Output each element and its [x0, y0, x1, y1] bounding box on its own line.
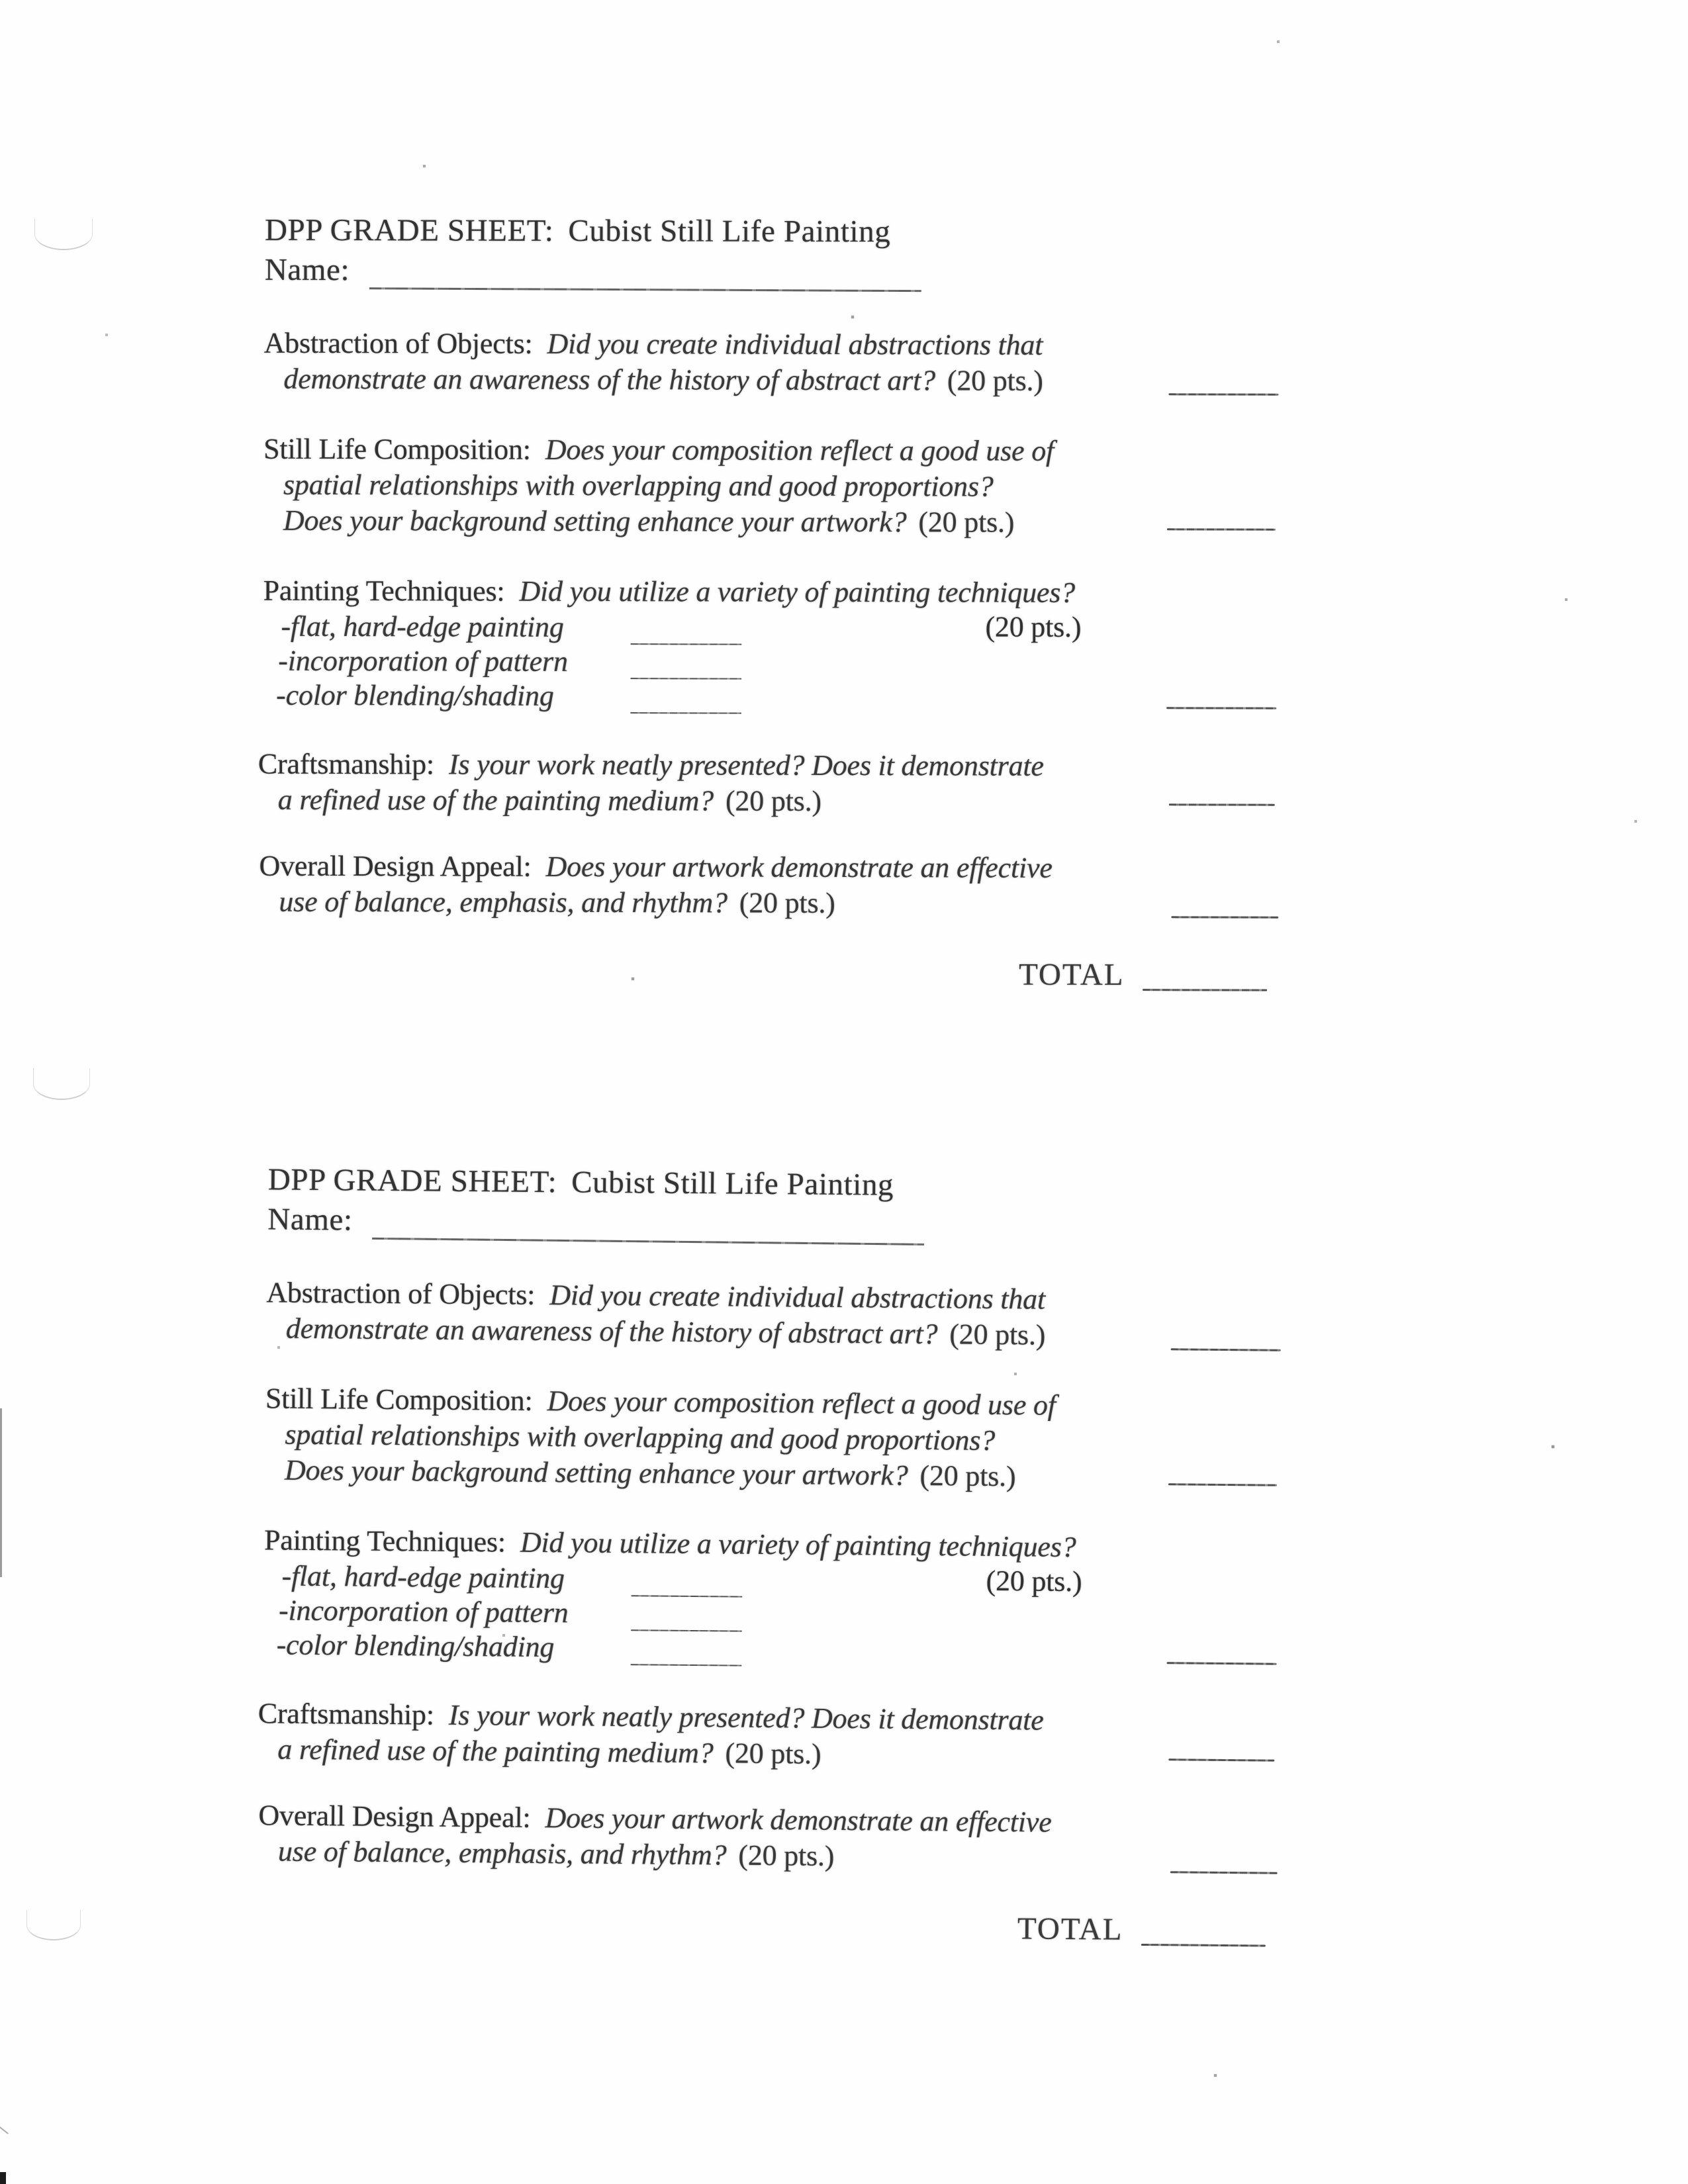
- painting-item-3-fill-line: [630, 712, 741, 713]
- craftsmanship-question-1: Is your work neatly presented? Does it demonstrate: [448, 1698, 1044, 1737]
- painting-item-1: [281, 610, 563, 644]
- overall-points: (20 pts.): [739, 886, 835, 919]
- scan-artifact-arc-2: [33, 1068, 90, 1100]
- painting-item-1-fill-line: [631, 1595, 742, 1597]
- name-fill-line: [369, 287, 921, 292]
- overall-score-line: [1170, 1871, 1278, 1874]
- abstraction-question-1: Did you create individual abstractions that: [547, 327, 1043, 361]
- still-life-score-line: [1167, 528, 1276, 530]
- grade-form: [0, 212, 1688, 1289]
- painting-points: [985, 610, 1081, 644]
- painting-item-2-fill-line: [631, 1629, 742, 1631]
- abstraction-line-2: [283, 362, 1043, 398]
- craftsmanship-heading: Craftsmanship:: [258, 747, 435, 781]
- craftsmanship-question-1: Is your work neatly presented? Does it demonstrate: [448, 748, 1044, 782]
- form-title-sub: Cubist Still Life Painting: [568, 213, 891, 250]
- painting-item-3-text: -color blending/shading: [276, 678, 554, 712]
- form-title: [265, 212, 890, 250]
- still-life-heading: Still Life Composition:: [263, 432, 531, 466]
- overall-question-1: Does your artwork demonstrate an effective: [545, 850, 1053, 884]
- painting-item-2-text: -incorporation of pattern: [278, 1594, 569, 1629]
- painting-item-3: [277, 1628, 555, 1664]
- still-life-line-2: [283, 468, 994, 504]
- craftsmanship-line-2: [278, 783, 821, 818]
- abstraction-line-1: [264, 326, 1043, 362]
- abstraction-question-2: demonstrate an awareness of the history of abstract art?: [283, 362, 936, 397]
- painting-item-2-fill-line: [630, 678, 741, 679]
- abstraction-heading: Abstraction of Objects:: [266, 1276, 536, 1311]
- abstraction-score-line: [1168, 393, 1278, 395]
- painting-item-1-text: -flat, hard-edge painting: [281, 610, 564, 643]
- painting-score-line: [1167, 1662, 1277, 1664]
- painting-points-text: (20 pts.): [985, 610, 1082, 643]
- abstraction-line-2: [286, 1312, 1046, 1352]
- abstraction-score-line: [1171, 1348, 1281, 1351]
- painting-question-1: Did you utilize a variety of painting techniques?: [520, 1525, 1076, 1564]
- still-life-score-line: [1168, 1483, 1277, 1486]
- still-life-line-3: [285, 1453, 1016, 1494]
- painting-score-line: [1166, 707, 1276, 709]
- abstraction-question-1: Did you create individual abstractions that: [549, 1279, 1046, 1316]
- craftsmanship-line-1: [258, 747, 1044, 783]
- craftsmanship-score-line: [1169, 803, 1275, 805]
- painting-item-2-text: -incorporation of pattern: [278, 644, 568, 678]
- overall-score-line: [1171, 916, 1278, 918]
- total-score-line: [1141, 1944, 1266, 1947]
- painting-item-3: [276, 678, 554, 713]
- still-life-question-3: Does your background setting enhance your artwork?: [283, 504, 907, 539]
- painting-item-3-text: -color blending/shading: [276, 1628, 555, 1664]
- painting-points: [986, 1564, 1082, 1598]
- form-title-main: DPP GRADE SHEET:: [264, 212, 554, 248]
- craftsmanship-question-2: a refined use of the painting medium?: [277, 783, 714, 817]
- name-fill-line: [372, 1238, 924, 1246]
- form-title-main: DPP GRADE SHEET:: [267, 1162, 557, 1200]
- still-life-line-1: [263, 432, 1054, 468]
- still-life-question-2: spatial relationships with overlapping and good proportions?: [285, 1418, 996, 1457]
- abstraction-question-2: demonstrate an awareness of the history of abstract art?: [285, 1312, 938, 1351]
- total-label: TOTAL: [1017, 1911, 1123, 1947]
- still-life-question-1: Does your composition reflect a good use of: [545, 433, 1055, 467]
- craftsmanship-heading: Craftsmanship:: [258, 1697, 435, 1731]
- grade-form-2: [0, 1160, 1688, 2184]
- overall-points: (20 pts.): [738, 1839, 835, 1872]
- painting-item-2: [279, 1594, 569, 1630]
- overall-line-1: [258, 1798, 1052, 1839]
- painting-item-1: [281, 1559, 565, 1596]
- overall-line-2: [278, 1835, 835, 1873]
- craftsmanship-question-2: a refined use of the painting medium?: [277, 1733, 714, 1770]
- still-life-points: (20 pts.): [918, 506, 1015, 539]
- painting-item-1-text: -flat, hard-edge painting: [281, 1559, 565, 1595]
- name-label: Name:: [267, 1202, 353, 1238]
- abstraction-heading: Abstraction of Objects:: [263, 326, 533, 360]
- craftsmanship-points: (20 pts.): [725, 784, 821, 817]
- painting-item-3-fill-line: [630, 1664, 741, 1666]
- abstraction-line-1: [266, 1275, 1045, 1316]
- overall-question-2: use of balance, emphasis, and rhythm?: [279, 885, 727, 919]
- still-life-line-2: [285, 1418, 995, 1457]
- painting-heading: Painting Techniques:: [263, 1524, 506, 1559]
- still-life-line-1: [265, 1381, 1056, 1422]
- craftsmanship-line-1: [258, 1696, 1044, 1737]
- painting-item-1-fill-line: [630, 643, 741, 645]
- still-life-line-3: [283, 504, 1015, 539]
- painting-heading: Painting Techniques:: [263, 574, 505, 608]
- craftsmanship-line-2: [277, 1733, 821, 1771]
- overall-heading: Overall Design Appeal:: [259, 849, 532, 883]
- craftsmanship-points: (20 pts.): [725, 1737, 821, 1770]
- still-life-question-1: Does your composition reflect a good use of: [547, 1385, 1056, 1422]
- overall-line-2: [279, 885, 835, 920]
- painting-line-1: [264, 1523, 1076, 1564]
- painting-item-2: [278, 644, 568, 678]
- abstraction-points: (20 pts.): [947, 364, 1043, 397]
- overall-line-1: [259, 849, 1052, 885]
- total-label: TOTAL: [1019, 957, 1125, 993]
- still-life-question-2: spatial relationships with overlapping and good proportions?: [283, 468, 994, 503]
- abstraction-points: (20 pts.): [949, 1318, 1046, 1351]
- name-label: Name:: [264, 252, 350, 288]
- overall-heading: Overall Design Appeal:: [258, 1799, 531, 1834]
- still-life-heading: Still Life Composition:: [265, 1382, 533, 1417]
- still-life-points: (20 pts.): [919, 1459, 1016, 1493]
- still-life-question-3: Does your background setting enhance your artwork?: [284, 1453, 908, 1492]
- painting-points-text: (20 pts.): [986, 1564, 1082, 1598]
- overall-question-2: use of balance, emphasis, and rhythm?: [277, 1835, 727, 1872]
- total-score-line: [1143, 989, 1267, 991]
- painting-question-1: Did you utilize a variety of painting techniques?: [519, 574, 1076, 609]
- form-title: [268, 1161, 894, 1203]
- scan-artifact-speckles: [0, 0, 1, 1]
- overall-question-1: Does your artwork demonstrate an effective: [545, 1801, 1052, 1839]
- craftsmanship-score-line: [1168, 1758, 1274, 1761]
- painting-line-1: [263, 574, 1075, 610]
- scan-artifact-arc-1: [34, 218, 93, 250]
- form-title-sub: Cubist Still Life Painting: [571, 1165, 894, 1203]
